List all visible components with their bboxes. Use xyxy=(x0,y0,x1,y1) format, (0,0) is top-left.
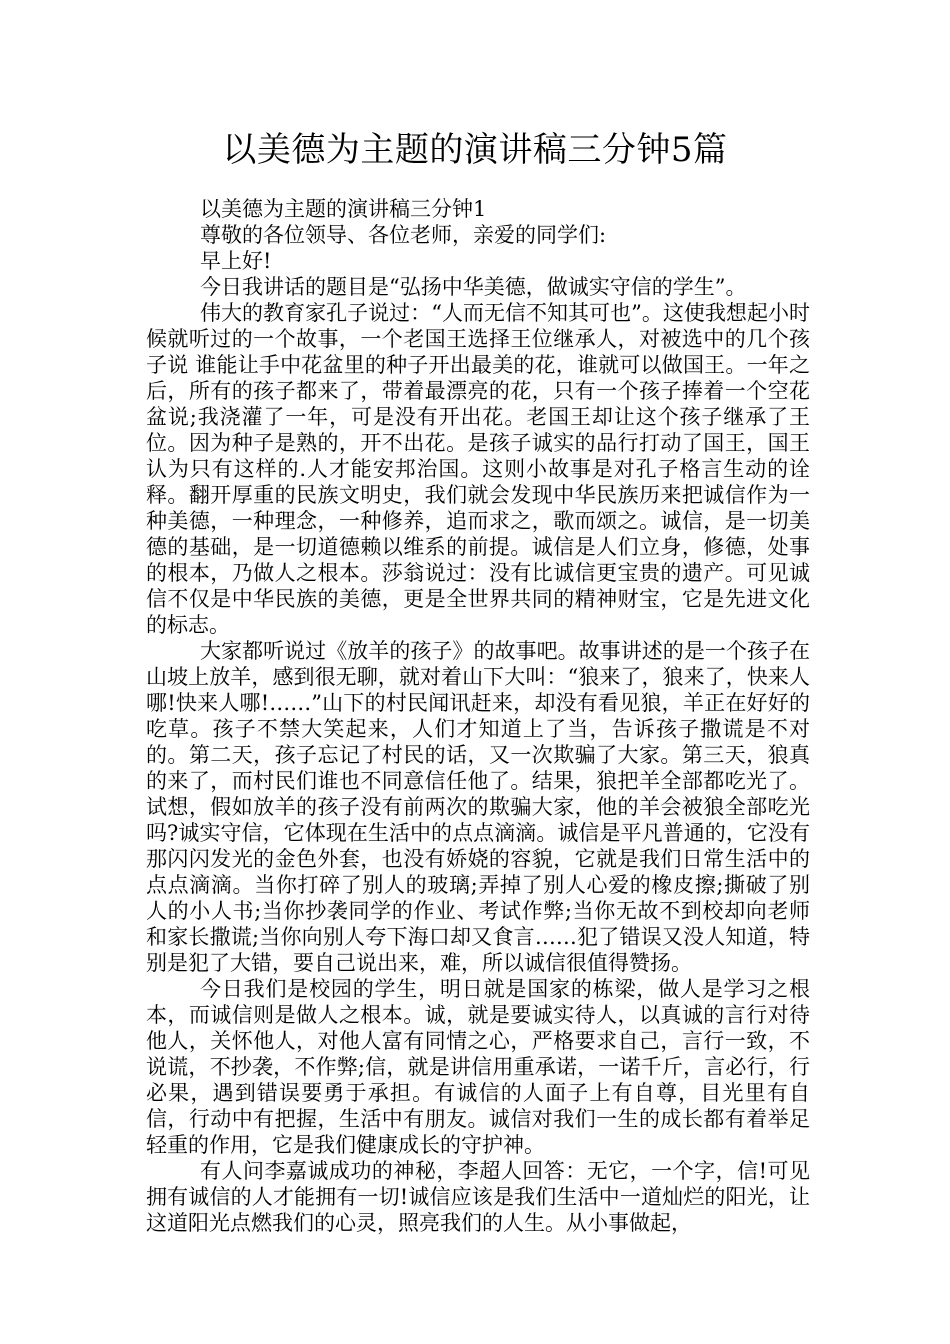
paragraph-li-ka-shing: 有人问李嘉诚成功的神秘，李超人回答：无它，一个字，信!可见拥有诚信的人才能拥有一切!诚信应该是我们生活中一道灿烂的阳光，让这道阳光点燃我们的心灵，照亮我们的人生。从小事做起， xyxy=(146,1159,810,1235)
paragraph-topic: 今日我讲话的题目是“弘扬中华美德，做诚实守信的学生”。 xyxy=(200,275,747,299)
document-body xyxy=(146,196,810,1236)
paragraph-students: 今日我们是校园的学生，明日就是国家的栋梁，做人是学习之根本，而诚信则是做人之根本。诚，就是要诚实待人，以真诚的言行对待他人，关怀他人，对他人富有同情之心，严格要求自己，言行一致，不说谎，不抄袭，不作弊;信，就是讲信用重承诺，一诺千斤，言必行，行必果，遇到错误要勇于承担。有诚信的人面子上有自尊，目光里有自信，行动中有把握，生活中有朋友。诚信对我们一生的成长都有着举足轻重的作用，它是我们健康成长的守护神。 xyxy=(146,977,810,1157)
document-title: 以美德为主题的演讲稿三分钟5篇 xyxy=(222,130,728,170)
paragraph-salutation: 尊敬的各位领导、各位老师，亲爱的同学们: xyxy=(200,223,607,247)
paragraph-subtitle: 以美德为主题的演讲稿三分钟1 xyxy=(200,197,487,221)
paragraph-confucius: 伟大的教育家孔子说过：“人而无信不知其可也”。这使我想起小时候就听过的一个故事，一个老国王选择王位继承人，对被选中的几个孩子说 谁能让手中花盆里的种子开出最美的花，谁就可以做国王。一年之后，所有的孩子都来了，带着最漂亮的花，只有一个孩子捧着一个空花盆说;我浇灌了一年，可是没有开出花。老国王却让这个孩子继承了王位。因为种子是熟的，开不出花。是孩子诚实的品行打动了国王，国王认为只有这样的.人才能安邦治国。这则小故事是对孔子格言生动的诠释。翻开厚重的民族文明史，我们就会发现中华民族历来把诚信作为一种美德，一种理念，一种修养，追而求之，歌而颂之。诚信，是一切美德的基础，是一切道德赖以维系的前提。诚信是人们立身，修德，处事的根本，乃做人之根本。莎翁说过：没有比诚信更宝贵的遗产。可见诚信不仅是中华民族的美德，更是全世界共同的精神财宝，它是先进文化的标志。 xyxy=(146,301,810,637)
paragraph-shepherd-boy: 大家都听说过《放羊的孩子》的故事吧。故事讲述的是一个孩子在山坡上放羊，感到很无聊，就对着山下大叫：“狼来了，狼来了，快来人哪!快来人哪!……”山下的村民闻讯赶来，却没有看见狼，羊正在好好的吃草。孩子不禁大笑起来，人们才知道上了当，告诉孩子撒谎是不对的。第二天，孩子忘记了村民的话，又一次欺骗了大家。第三天，狼真的来了，而村民们谁也不同意信任他了。结果，狼把羊全部都吃光了。试想，假如放羊的孩子没有前两次的欺骗大家，他的羊会被狼全部吃光吗?诚实守信，它体现在生活中的点点滴滴。诚信是平凡普通的，它没有那闪闪发光的金色外套，也没有娇娆的容貌，它就是我们日常生活中的点点滴滴。当你打碎了别人的玻璃;弄掉了别人心爱的橡皮擦;撕破了别人的小人书;当你抄袭同学的作业、考试作弊;当你无故不到校却向老师和家长撒谎;当你向别人夸下海口却又食言……犯了错误又没人知道，特别是犯了大错，要自己说出来，难，所以诚信很值得赞扬。 xyxy=(146,639,810,975)
paragraph-greeting: 早上好! xyxy=(200,249,272,273)
